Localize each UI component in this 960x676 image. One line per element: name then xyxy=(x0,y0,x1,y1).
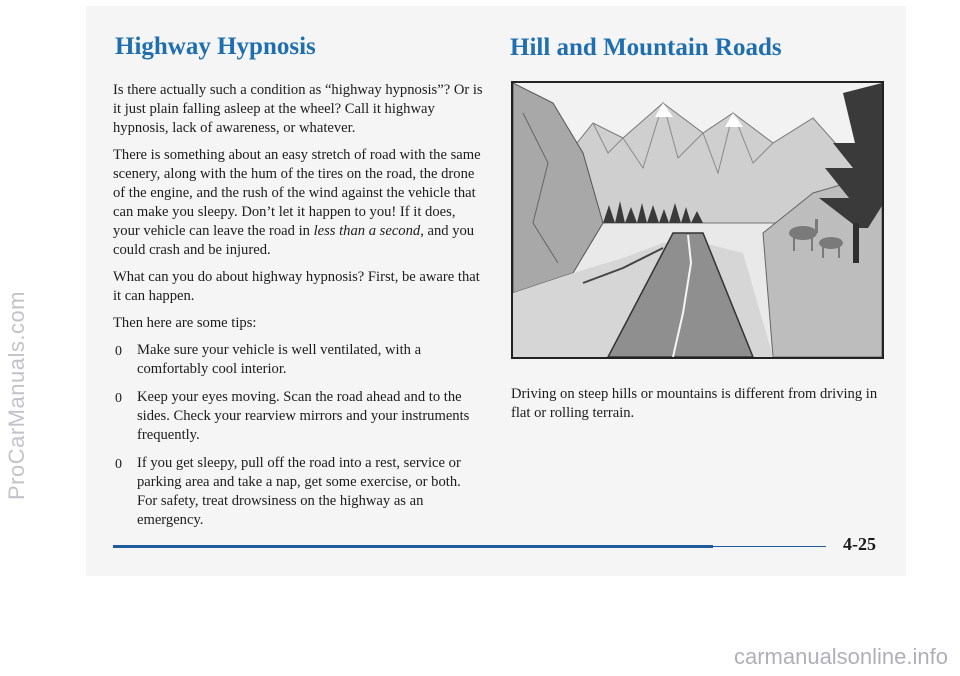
bottom-watermark: carmanualsonline.info xyxy=(733,644,948,669)
intro-paragraph: Is there actually such a condition as “highway hypnosis”? Or is it just plain falling asleep at the wheel? Call it highway hypnosis, lack of awareness, or whatever. xyxy=(113,82,483,136)
emphasis-text: less than a second xyxy=(313,223,421,239)
page-number: 4-25 xyxy=(843,534,876,554)
hill-mountain-roads-heading: Hill and Mountain Roads xyxy=(510,34,782,61)
list-item: 0 Make sure your vehicle is well ventilated, with a comfortably cool interior. xyxy=(115,342,422,377)
footer-rule xyxy=(113,545,713,548)
tips-intro: Then here are some tips: xyxy=(113,315,257,331)
figure-caption: Driving on steep hills or mountains is different from driving in flat or rolling terrain. xyxy=(511,386,878,421)
mountain-road-drawing xyxy=(513,83,882,357)
list-item: 0 If you get sleepy, pull off the road into a rest, service or parking area and take a nap, get some exercise, or both. For safety, treat drowsiness on the highway as an emergency. xyxy=(115,455,461,528)
footer-rule-thin xyxy=(713,546,826,547)
left-column xyxy=(113,81,483,539)
tips-list xyxy=(113,341,483,530)
highway-hypnosis-heading: Highway Hypnosis xyxy=(115,33,316,60)
list-item: 0 Keep your eyes moving. Scan the road ahead and to the sides. Check your rearview mirrors and your instruments frequently. xyxy=(115,389,470,443)
mountain-road-illustration xyxy=(511,81,884,359)
bullet-icon: 0 xyxy=(115,344,122,359)
question-paragraph: What can you do about highway hypnosis? First, be aware that it can happen. xyxy=(113,269,480,304)
side-watermark: ProCarManuals.com xyxy=(4,290,29,500)
warning-paragraph: There is something about an easy stretch of road with the same scenery, along with the hum of the tires on the road, the drone of the engine, and the rush of the wind against the vehicle that can make you sleepy. Don’t let it happen to you! If it does, your vehicle can leave the road in less than a second, and you could crash and be injured. xyxy=(113,147,481,258)
bullet-icon: 0 xyxy=(115,457,122,472)
bullet-icon: 0 xyxy=(115,391,122,406)
